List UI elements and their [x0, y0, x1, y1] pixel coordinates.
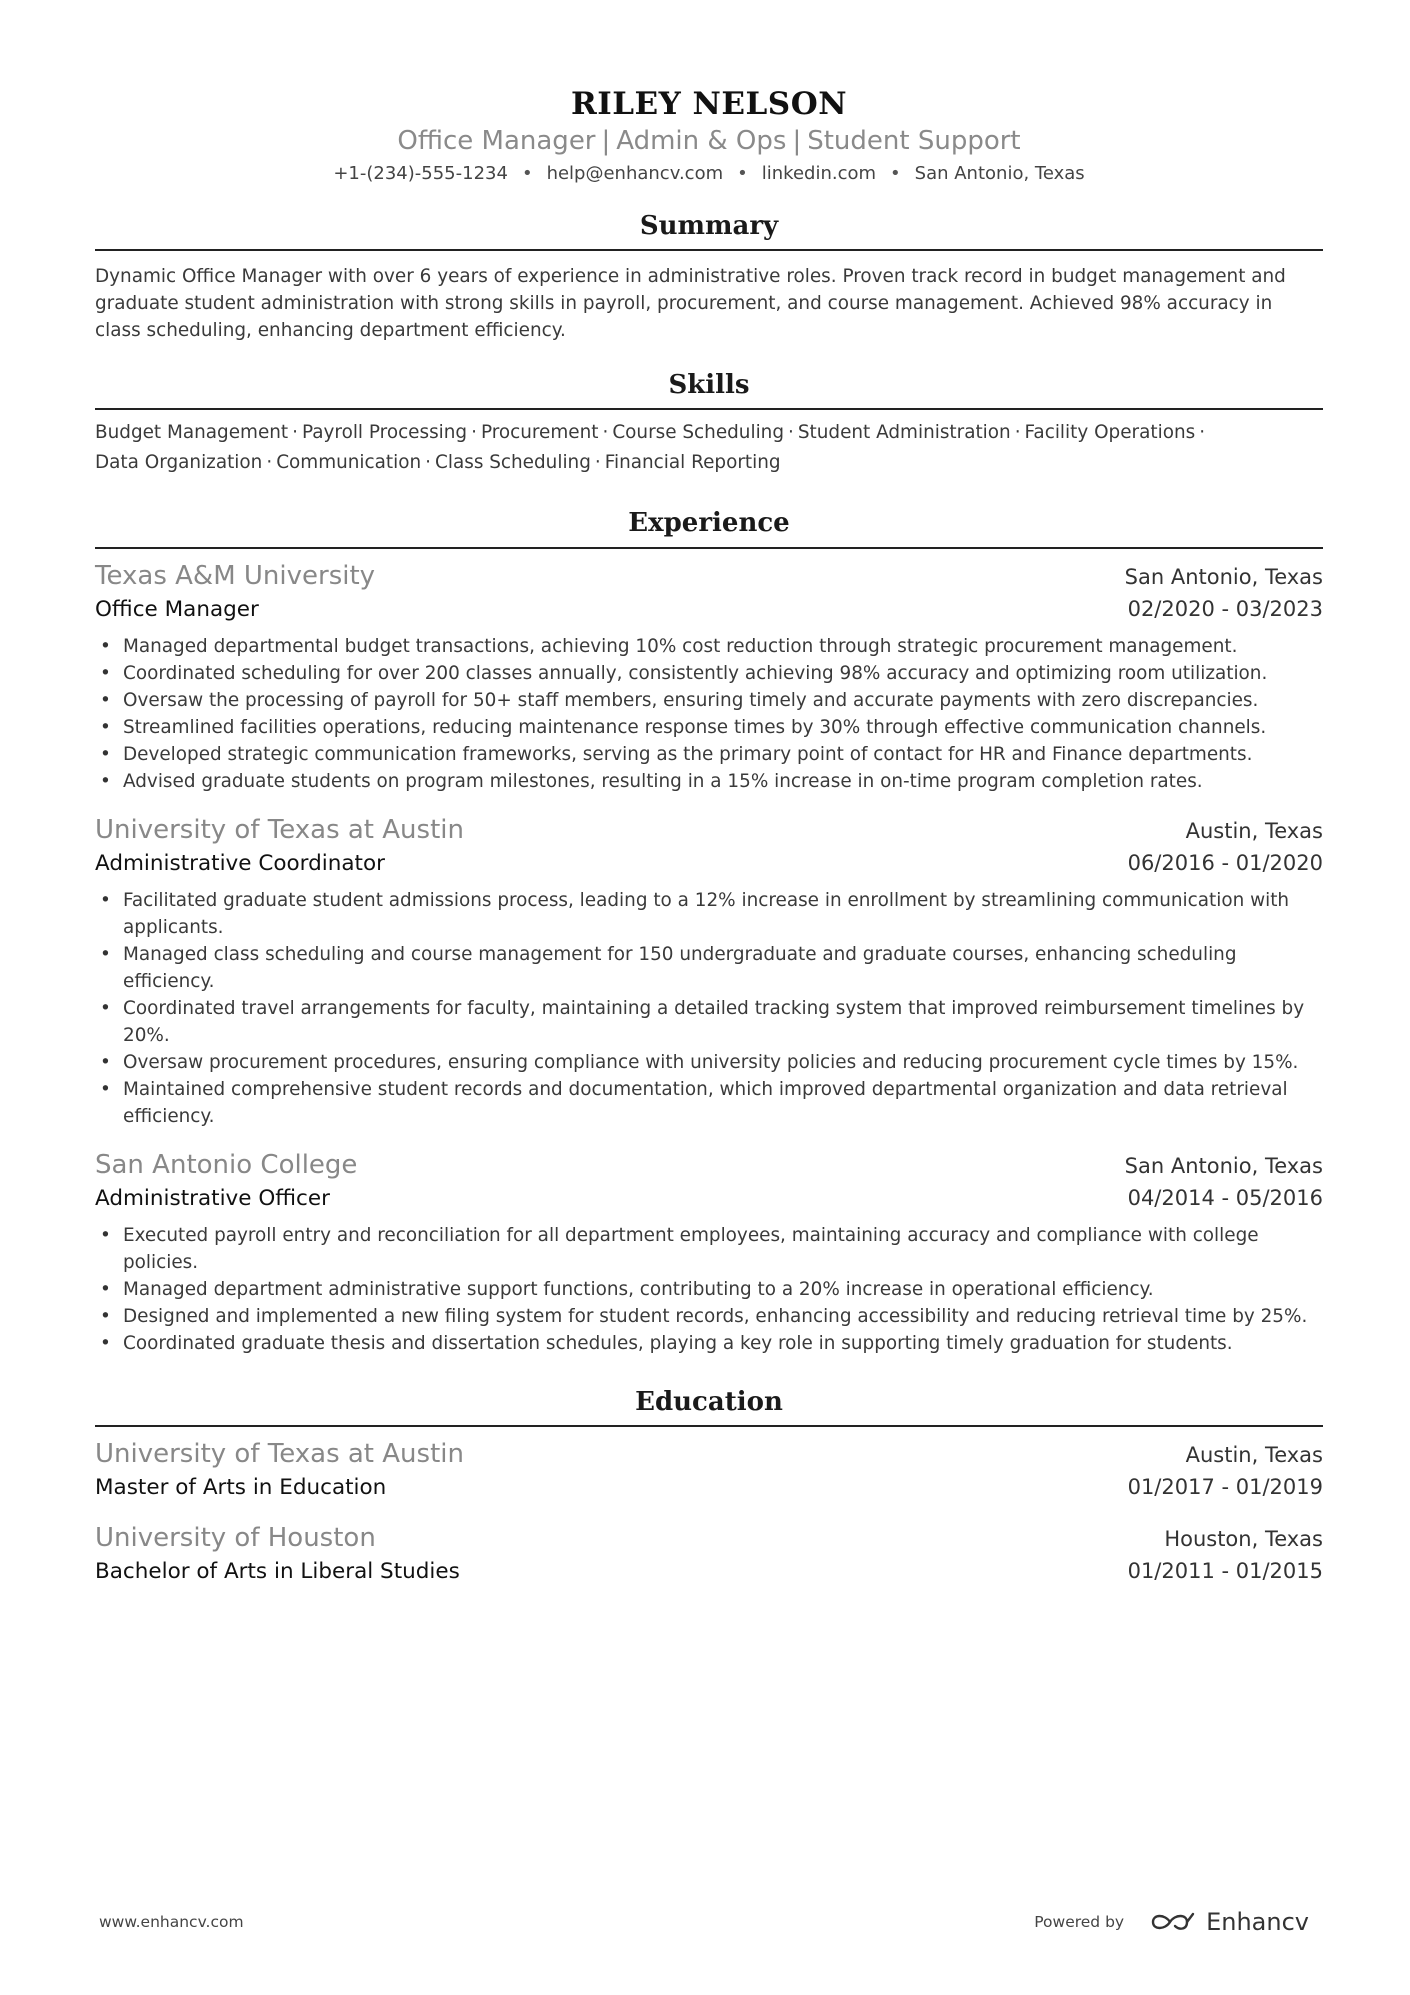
- employer-name: University of Texas at Austin: [95, 814, 464, 845]
- section-title-education: Education: [95, 1387, 1323, 1427]
- job-dates: 04/2014 - 05/2016: [1127, 1185, 1323, 1210]
- experience-section: [95, 508, 1323, 1356]
- achievement-item: • Maintained comprehensive student records and documentation, which improved departmental organization and data retrieval efficiency.: [95, 1076, 1323, 1130]
- degree-name: Bachelor of Arts in Liberal Studies: [95, 1558, 460, 1584]
- footer-website-link[interactable]: www.enhancv.com: [99, 1913, 244, 1931]
- entry-header-row: [95, 1148, 1323, 1183]
- achievement-list: [95, 1222, 1323, 1357]
- skill-item: Course Scheduling: [612, 422, 785, 444]
- skills-line: [95, 448, 1323, 478]
- degree-dates: 01/2011 - 01/2015: [1127, 1558, 1323, 1583]
- entry-degree-row: [95, 1556, 1323, 1587]
- contact-separator: •: [521, 162, 533, 184]
- skill-separator: ·: [1199, 422, 1206, 444]
- brand-name: Enhancv: [1206, 1908, 1309, 1936]
- page-footer: [99, 1908, 1309, 1936]
- headline: [95, 125, 1323, 158]
- skill-item: Procurement: [480, 422, 599, 444]
- summary-text: Dynamic Office Manager with over 6 years of experience in administrative roles. Proven track record in budget management and graduate student administration with strong skills in payroll, procurement, and course management. Achieved 98% accuracy in class scheduling, enhancing department efficiency.: [95, 266, 1286, 342]
- powered-by: [1034, 1908, 1309, 1936]
- job-title: Administrative Coordinator: [95, 850, 385, 876]
- entry-role-row: [95, 848, 1323, 879]
- resume-page: [95, 80, 1323, 1587]
- achievement-item: • Managed department administrative support functions, contributing to a 20% increase in operational efficiency.: [95, 1276, 1323, 1303]
- skill-item: Budget Management: [95, 422, 289, 444]
- enhancv-logo-icon: [1150, 1910, 1196, 1934]
- achievement-item: • Streamlined facilities operations, reducing maintenance response times by 30% through effective communication channels.: [95, 714, 1323, 741]
- section-title-experience: Experience: [95, 508, 1323, 548]
- skill-separator: ·: [594, 452, 601, 474]
- contact-info: [95, 162, 1323, 185]
- job-title: Administrative Officer: [95, 1185, 330, 1211]
- employer-location: Austin, Texas: [1185, 818, 1323, 843]
- achievement-list: [95, 633, 1323, 795]
- skill-item: Student Administration: [797, 422, 1011, 444]
- skill-separator: ·: [1014, 422, 1021, 444]
- employer-location: San Antonio, Texas: [1124, 564, 1323, 589]
- linkedin-link[interactable]: linkedin.com: [761, 162, 877, 184]
- skill-item: Facility Operations: [1024, 422, 1196, 444]
- education-entry: [95, 1521, 1323, 1587]
- entry-role-row: [95, 1183, 1323, 1214]
- entry-role-row: [95, 594, 1323, 625]
- experience-entry: [95, 813, 1323, 1130]
- headline-separator: |: [792, 126, 802, 157]
- skill-item: Class Scheduling: [435, 452, 591, 474]
- skill-item: Financial Reporting: [604, 452, 781, 474]
- skill-item: Payroll Processing: [302, 422, 468, 444]
- education-entry: [95, 1437, 1323, 1503]
- skills-line: [95, 418, 1323, 448]
- employer-name: Texas A&M University: [95, 560, 376, 591]
- degree-name: Master of Arts in Education: [95, 1474, 387, 1500]
- skill-separator: ·: [602, 422, 609, 444]
- powered-by-label: Powered by: [1034, 1913, 1125, 1931]
- resume-header: [95, 86, 1323, 185]
- achievement-item: • Coordinated graduate thesis and dissertation schedules, playing a key role in supporting timely graduation for students.: [95, 1330, 1323, 1357]
- achievement-item: • Executed payroll entry and reconciliation for all department employees, maintaining accuracy and compliance with college policies.: [95, 1222, 1323, 1276]
- achievement-item: • Developed strategic communication frameworks, serving as the primary point of contact for HR and Finance departments.: [95, 741, 1323, 768]
- achievement-item: • Oversaw procurement procedures, ensuring compliance with university policies and reducing procurement cycle times by 15%.: [95, 1049, 1323, 1076]
- entry-header-row: [95, 1437, 1323, 1472]
- achievement-item: • Facilitated graduate student admissions process, leading to a 12% increase in enrollment by streamlining communication with applicants.: [95, 887, 1323, 941]
- skills-section: [95, 370, 1323, 478]
- job-title: Office Manager: [95, 596, 259, 622]
- achievement-item: • Advised graduate students on program milestones, resulting in a 15% increase in on-time program completion rates.: [95, 768, 1323, 795]
- skill-separator: ·: [292, 422, 298, 444]
- entry-header-row: [95, 559, 1323, 594]
- skill-separator: ·: [425, 452, 432, 474]
- section-title-skills: Skills: [95, 370, 1323, 410]
- contact-separator: •: [737, 162, 748, 184]
- employer-location: San Antonio, Texas: [1124, 1153, 1323, 1178]
- entry-header-row: [95, 813, 1323, 848]
- section-title-summary: Summary: [95, 211, 1323, 251]
- school-location: Houston, Texas: [1164, 1526, 1323, 1551]
- brand-logo[interactable]: [1150, 1908, 1309, 1936]
- candidate-name: RILEY NELSON: [570, 86, 848, 122]
- contact-separator: •: [890, 162, 901, 184]
- job-dates: 02/2020 - 03/2023: [1127, 596, 1323, 621]
- achievement-item: • Managed class scheduling and course management for 150 undergraduate and graduate courses, enhancing scheduling efficiency.: [95, 941, 1323, 995]
- entry-degree-row: [95, 1472, 1323, 1503]
- skills-list: [95, 418, 1323, 478]
- skill-separator: ·: [788, 422, 794, 444]
- job-dates: 06/2016 - 01/2020: [1127, 850, 1323, 875]
- email-link[interactable]: help@enhancv.com: [546, 162, 724, 184]
- experience-entry: [95, 559, 1323, 795]
- headline-title: Office Manager: [397, 126, 596, 157]
- achievement-item: • Coordinated scheduling for over 200 classes annually, consistently achieving 98% accuracy and optimizing room utilization.: [95, 660, 1323, 687]
- experience-entry: [95, 1148, 1323, 1357]
- degree-dates: 01/2017 - 01/2019: [1127, 1474, 1323, 1499]
- achievement-list: [95, 887, 1323, 1130]
- headline-title: Admin & Ops: [616, 126, 787, 157]
- skill-item: Data Organization: [95, 452, 263, 474]
- school-location: Austin, Texas: [1185, 1442, 1323, 1467]
- phone: +1-(234)-555-1234: [333, 162, 508, 184]
- headline-separator: |: [601, 126, 611, 157]
- employer-name: San Antonio College: [95, 1149, 358, 1180]
- achievement-item: • Coordinated travel arrangements for faculty, maintaining a detailed tracking system that improved reimbursement timelines by 20%.: [95, 995, 1323, 1049]
- achievement-item: • Designed and implemented a new filing system for student records, enhancing accessibility and reducing retrieval time by 25%.: [95, 1303, 1323, 1330]
- skill-separator: ·: [266, 452, 273, 474]
- school-name: University of Texas at Austin: [95, 1438, 464, 1469]
- location: San Antonio, Texas: [914, 162, 1085, 184]
- headline-title: Student Support: [807, 126, 1021, 157]
- school-name: University of Houston: [95, 1522, 376, 1553]
- entry-header-row: [95, 1521, 1323, 1556]
- achievement-item: • Oversaw the processing of payroll for 50+ staff members, ensuring timely and accurate payments with zero discrepancies.: [95, 687, 1323, 714]
- education-section: [95, 1387, 1323, 1587]
- summary-section: [95, 211, 1323, 344]
- skill-item: Communication: [276, 452, 422, 474]
- skill-separator: ·: [471, 422, 477, 444]
- achievement-item: • Managed departmental budget transactions, achieving 10% cost reduction through strategic procurement management.: [95, 633, 1323, 660]
